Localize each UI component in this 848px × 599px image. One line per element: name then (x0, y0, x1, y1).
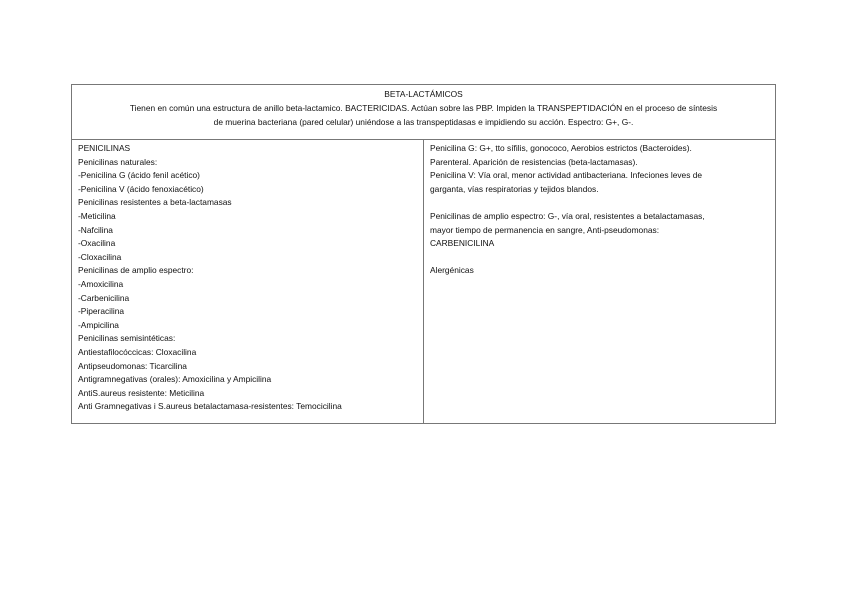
left-line: PENICILINAS (78, 143, 131, 153)
right-line: CARBENICILINA (430, 238, 495, 249)
right-line: Parenteral. Aparición de resistencias (beta-lactamasas). (430, 156, 638, 167)
left-line: Anti Gramnegativas i S.aureus betalactamasa-resistentes: Temocicilina (78, 401, 342, 412)
header-description-line-2: de muerina bacteriana (pared celular) uniéndose a las transpeptidasas e impidiendo su acción. Espectro: G+, G-. (213, 117, 634, 127)
right-line: Penicilina V: Vía oral, menor actividad antibacteriana. Infeciones leves de (430, 170, 703, 181)
left-line: -Penicilina G (ácido fenil acético) (78, 170, 200, 181)
left-line: Penicilinas de amplio espectro: (78, 265, 194, 276)
left-line: -Carbenicilina (78, 292, 130, 303)
left-line: -Amoxicilina (78, 278, 124, 289)
left-line: Penicilinas semisintéticas: (78, 333, 176, 344)
left-line: Antigramnegativas (orales): Amoxicilina y Ampicilina (78, 374, 272, 385)
left-line: AntiS.aureus resistente: Meticilina (78, 387, 205, 398)
right-line: garganta, vías respiratorias y tejidos blandos. (430, 183, 599, 194)
right-line: Alergénicas (430, 265, 474, 276)
right-line: Penicilina G: G+, tto sífilis, gonococo, Aerobios estrictos (Bacteroides). (430, 143, 692, 153)
left-line: Antipseudomonas: Ticarcilina (78, 360, 187, 371)
left-line: -Meticilina (78, 210, 116, 221)
right-line: Penicilinas de amplio espectro: G-, vía oral, resistentes a betalactamasas, (430, 210, 705, 221)
penicilinas-list-column (72, 140, 424, 423)
right-blank-line (430, 196, 775, 210)
left-line: Penicilinas resistentes a beta-lactamasas (78, 197, 232, 208)
left-line: -Cloxacilina (78, 251, 122, 262)
left-line: -Piperacilina (78, 306, 125, 317)
left-line: -Penicilina V (ácido fenoxiacético) (78, 183, 204, 194)
left-line: Antiestafilocóccicas: Cloxacilina (78, 346, 197, 357)
table-header (72, 85, 775, 140)
beta-lactam-table (71, 84, 776, 424)
left-line: Penicilinas naturales: (78, 156, 158, 167)
left-line: -Oxacilina (78, 238, 116, 249)
right-line: mayor tiempo de permanencia en sangre, Anti-pseudomonas: (430, 224, 660, 235)
left-line: -Ampicilina (78, 319, 119, 330)
header-description-line-1: Tienen en común una estructura de anillo beta-lactamico. BACTERICIDAS. Actúan sobre las PBP. Impiden la TRANSPEPTIDACIÓN en el proceso de síntesis (129, 103, 718, 113)
penicilinas-notes-column (424, 140, 775, 423)
table-title: BETA-LACTÁMICOS (384, 89, 463, 99)
left-line: -Nafcilina (78, 224, 113, 235)
right-blank-line (430, 251, 775, 265)
